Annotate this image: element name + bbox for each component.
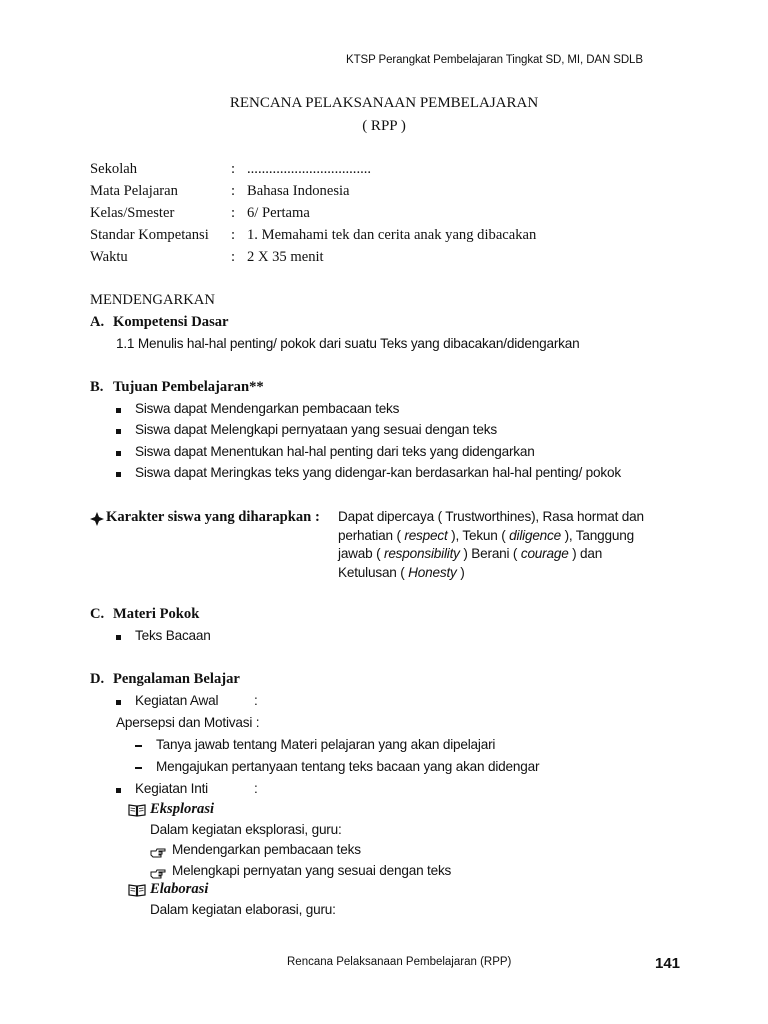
list-item: Tanya jawab tentang Materi pelajaran yang akan dipelajari <box>156 737 496 752</box>
list-item: Siswa dapat Meringkas teks yang didengar-kan berdasarkan hal-hal penting/ pokok <box>135 465 621 480</box>
square-bullet-icon <box>116 408 121 413</box>
running-header: KTSP Perangkat Pembelajaran Tingkat SD, MI, DAN SDLB <box>346 54 643 66</box>
karakter-label: Karakter siswa yang diharapkan : <box>106 509 320 525</box>
list-item: Siswa dapat Menentukan hal-hal penting dari teks yang didengarkan <box>135 444 535 459</box>
section-a-letter: A. <box>90 314 105 330</box>
identity-value-mapel: Bahasa Indonesia <box>247 183 350 199</box>
identity-label-sekolah: Sekolah <box>90 161 138 177</box>
square-bullet-icon <box>116 429 121 434</box>
karakter-line: jawab ( responsibility ) Berani ( courage ) dan <box>338 546 603 561</box>
identity-label-standar: Standar Kompetansi <box>90 227 209 243</box>
karakter-line: Ketulusan ( Honesty ) <box>338 564 465 580</box>
list-item: Siswa dapat Mendengarkan pembacaan teks <box>135 401 400 416</box>
dash-bullet-icon <box>135 745 142 747</box>
apersepsi-label: Apersepsi dan Motivasi : <box>116 715 260 730</box>
list-item: Mendengarkan pembacaan teks <box>172 842 361 857</box>
kegiatan-awal-colon: : <box>254 693 258 708</box>
diamond-bullet-icon <box>90 512 104 531</box>
section-b-letter: B. <box>90 379 104 395</box>
eksplorasi-heading: Eksplorasi <box>150 801 215 817</box>
document-title: RENCANA PELAKSANAAN PEMBELAJARAN <box>229 95 539 111</box>
section-c-letter: C. <box>90 606 105 622</box>
pointing-hand-icon <box>150 845 166 863</box>
list-item: Siswa dapat Melengkapi pernyataan yang sesuai dengan teks <box>135 422 497 437</box>
identity-value-standar: 1. Memahami tek dan cerita anak yang dibacakan <box>247 227 537 243</box>
list-item: Mengajukan pertanyaan tentang teks bacaan yang akan didengar <box>156 759 540 774</box>
square-bullet-icon <box>116 788 121 793</box>
section-b-title: Tujuan Pembelajaran** <box>113 379 264 395</box>
identity-colon: : <box>231 205 236 221</box>
elaborasi-intro: Dalam kegiatan elaborasi, guru: <box>150 902 336 917</box>
book-icon <box>128 803 146 822</box>
section-c-title: Materi Pokok <box>113 606 200 622</box>
identity-label-mapel: Mata Pelajaran <box>90 183 178 199</box>
identity-colon: : <box>231 183 236 199</box>
square-bullet-icon <box>116 635 121 640</box>
kegiatan-inti-colon: : <box>254 781 258 796</box>
section-a-text: 1.1 Menulis hal-hal penting/ pokok dari suatu Teks yang dibacakan/didengarkan <box>116 336 580 351</box>
dash-bullet-icon <box>135 767 142 769</box>
running-footer: Rencana Pelaksanaan Pembelajaran (RPP) <box>287 956 512 968</box>
identity-colon: : <box>231 227 236 243</box>
book-icon <box>128 883 146 902</box>
karakter-line: Dapat dipercaya ( Trustworthines), Rasa hormat dan <box>338 509 644 524</box>
section-a-title: Kompetensi Dasar <box>113 314 229 330</box>
kegiatan-awal-label: Kegiatan Awal <box>135 693 219 708</box>
eksplorasi-intro: Dalam kegiatan eksplorasi, guru: <box>150 822 342 837</box>
square-bullet-icon <box>116 451 121 456</box>
kegiatan-inti-label: Kegiatan Inti <box>135 781 208 796</box>
identity-value-sekolah: .................................. <box>247 161 372 177</box>
identity-value-waktu: 2 X 35 menit <box>247 249 324 265</box>
section-d-title: Pengalaman Belajar <box>113 671 240 687</box>
list-item: Teks Bacaan <box>135 628 211 643</box>
elaborasi-heading: Elaborasi <box>150 881 209 897</box>
identity-value-kelas: 6/ Pertama <box>247 205 310 221</box>
square-bullet-icon <box>116 472 121 477</box>
page-number: 141 <box>655 955 681 972</box>
identity-colon: : <box>231 249 236 265</box>
list-item: Melengkapi pernyatan yang sesuai dengan teks <box>172 863 452 878</box>
identity-label-waktu: Waktu <box>90 249 128 265</box>
section-heading: MENDENGARKAN <box>90 292 215 308</box>
karakter-text <box>338 508 644 582</box>
document-subtitle: ( RPP ) <box>362 118 406 134</box>
identity-label-kelas: Kelas/Smester <box>90 205 175 221</box>
identity-colon: : <box>231 161 236 177</box>
square-bullet-icon <box>116 700 121 705</box>
section-d-letter: D. <box>90 671 105 687</box>
karakter-line: perhatian ( respect ), Tekun ( diligence ), Tanggung <box>338 527 634 543</box>
